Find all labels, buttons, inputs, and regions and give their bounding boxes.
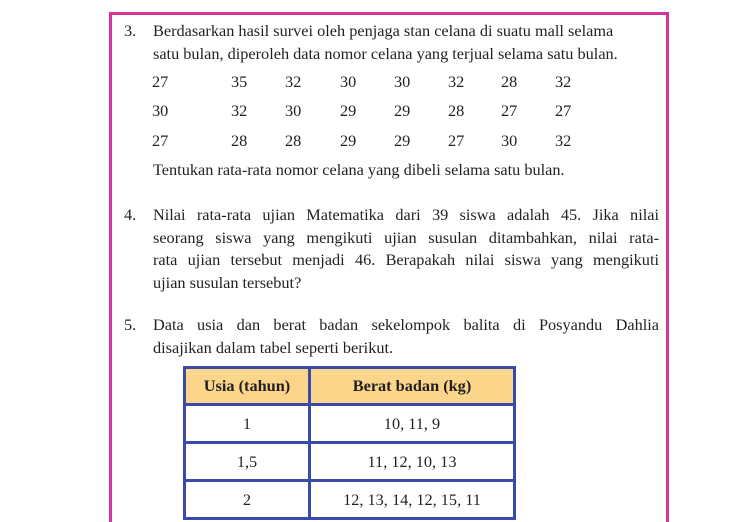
data-value: 30	[285, 101, 302, 120]
data-value: 32	[555, 72, 572, 91]
problem-line: seorang siswa yang mengikuti ujian susulan ditambahkan, nilai rata-	[153, 227, 659, 247]
data-value: 28	[501, 72, 518, 91]
data-value: 32	[285, 72, 302, 91]
problem-number: 5.	[124, 315, 137, 334]
data-value: 35	[231, 72, 248, 91]
data-value: 28	[285, 131, 302, 150]
data-value: 29	[340, 131, 357, 150]
table-cell: 10, 11, 9	[310, 405, 515, 443]
problem-line: Berdasarkan hasil survei oleh penjaga stan celana di suatu mall selama	[153, 21, 614, 40]
problem-text	[153, 314, 659, 359]
age-weight-table	[183, 366, 516, 520]
column-header: Berat badan (kg)	[310, 368, 515, 405]
table-cell: 12, 13, 14, 12, 15, 11	[310, 481, 515, 519]
data-value: 29	[394, 101, 411, 120]
problem-instruction: Tentukan rata-rata nomor celana yang dibeli selama satu bulan.	[153, 160, 565, 179]
data-value: 28	[448, 101, 465, 120]
problem-line: satu bulan, diperoleh data nomor celana yang terjual selama satu bulan.	[153, 43, 618, 63]
data-value: 28	[231, 131, 248, 150]
problem-line: Nilai rata-rata ujian Matematika dari 39 siswa adalah 45. Jika nilai	[153, 205, 659, 224]
table-cell: 2	[185, 481, 310, 519]
data-value: 32	[231, 101, 248, 120]
data-value: 30	[394, 72, 411, 91]
problem-number: 3.	[124, 21, 137, 40]
problem-line: disajikan dalam tabel seperti berikut.	[153, 337, 394, 357]
data-value: 30	[152, 101, 169, 120]
data-value: 30	[501, 131, 518, 150]
data-value: 32	[448, 72, 465, 91]
problem-line: ujian susulan tersebut?	[153, 272, 302, 292]
table-row	[185, 443, 515, 481]
problem-line: rata ujian tersebut menjadi 46. Berapakah nilai siswa yang mengikuti	[153, 250, 659, 269]
data-value: 29	[394, 131, 411, 150]
data-value: 32	[555, 131, 572, 150]
data-value: 27	[448, 131, 465, 150]
problem-text	[153, 204, 659, 294]
table-cell: 11, 12, 10, 13	[310, 443, 515, 481]
data-value: 27	[501, 101, 518, 120]
data-value: 27	[152, 131, 169, 150]
table-row	[185, 405, 515, 443]
data-value: 27	[152, 72, 169, 91]
column-header: Usia (tahun)	[185, 368, 310, 405]
data-value: 30	[340, 72, 357, 91]
table-cell: 1	[185, 405, 310, 443]
problem-number: 4.	[124, 205, 137, 224]
table-cell: 1,5	[185, 443, 310, 481]
data-value: 27	[555, 101, 572, 120]
data-value: 29	[340, 101, 357, 120]
problem-text	[153, 20, 659, 65]
problem-line: Data usia dan berat badan sekelompok balita di Posyandu Dahlia	[153, 315, 659, 334]
table-header-row	[185, 368, 515, 405]
